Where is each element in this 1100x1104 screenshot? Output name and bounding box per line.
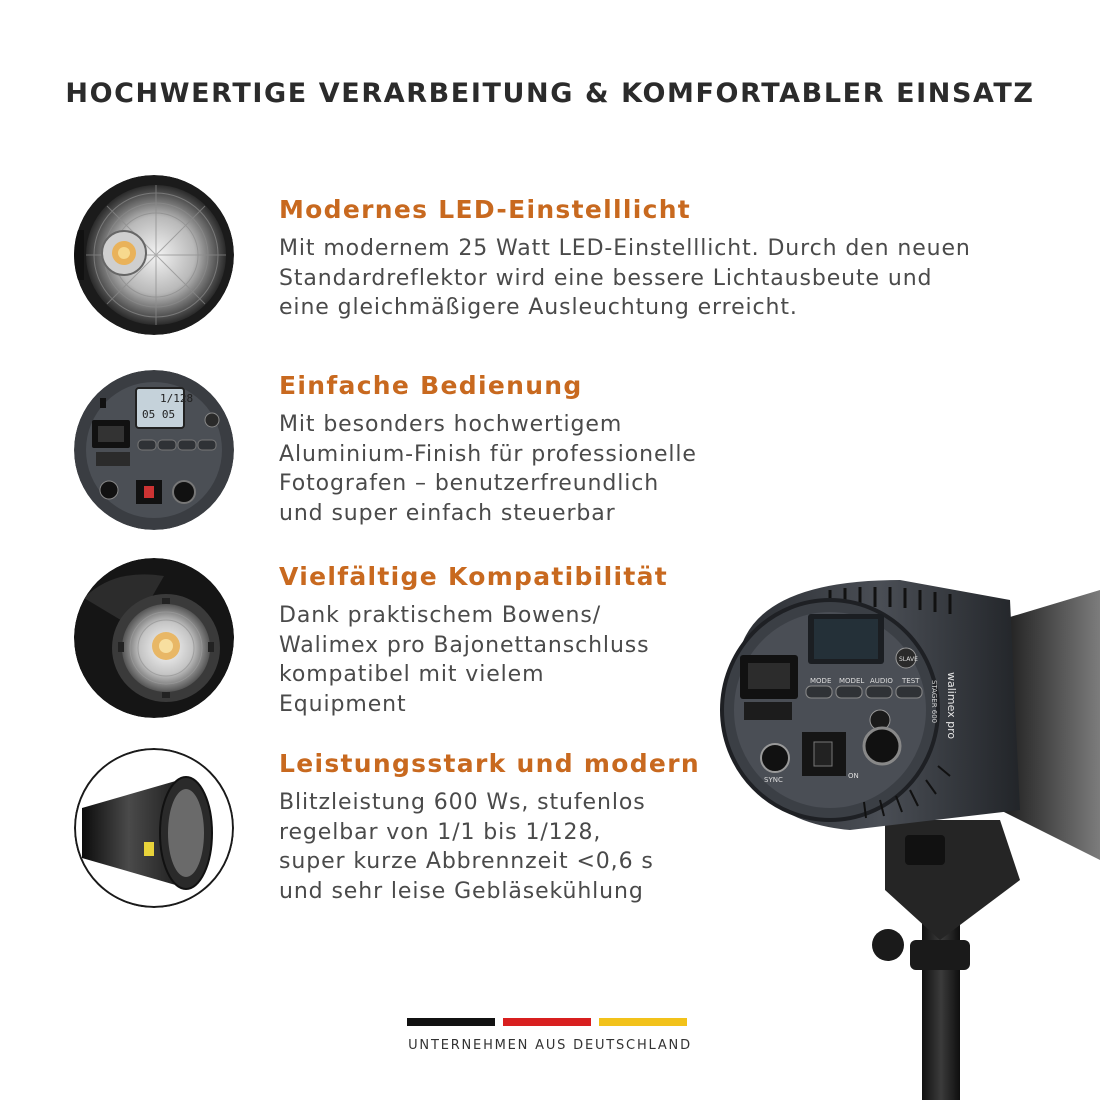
text-line: Dank praktischem Bowens/ bbox=[279, 603, 602, 628]
text-line: kompatibel mit vielem bbox=[279, 662, 545, 687]
feature-description bbox=[279, 234, 971, 323]
sync-label: SYNC bbox=[764, 776, 783, 784]
model-name-text: STAGER 600 bbox=[930, 680, 938, 724]
led-modeling-light-image bbox=[74, 175, 234, 335]
brand-logo-text: walimex pro bbox=[945, 672, 958, 740]
studio-flash-product-image bbox=[700, 560, 1100, 1100]
footer-text: UNTERNEHMEN AUS DEUTSCHLAND bbox=[408, 1038, 692, 1053]
text-line: Fotografen – benutzerfreundlich bbox=[279, 471, 660, 496]
feature-easy-operation bbox=[279, 371, 697, 528]
text-line: Aluminium-Finish für professionelle bbox=[279, 441, 697, 467]
feature-description bbox=[279, 601, 668, 719]
lcd-top-text: 1/128 bbox=[160, 392, 194, 405]
text-line: super kurze Abbrennzeit <0,6 s bbox=[279, 849, 654, 874]
lcd-mid-text: 05 05 bbox=[142, 408, 176, 421]
flag-stripe-red bbox=[503, 1018, 591, 1026]
flag-stripe-black bbox=[407, 1018, 495, 1026]
feature-title: Einfache Bedienung bbox=[279, 371, 583, 400]
slave-label: SLAVE bbox=[899, 656, 918, 663]
feature-title: Modernes LED-Einstelllicht bbox=[279, 195, 692, 224]
model-label: MODEL bbox=[839, 677, 865, 685]
feature-title: Vielfältige Kompatibilität bbox=[279, 562, 669, 591]
text-line: Blitzleistung 600 Ws, stufenlos bbox=[279, 790, 646, 815]
audio-label: AUDIO bbox=[870, 677, 893, 685]
text-line: Equipment bbox=[279, 691, 407, 717]
on-label: ON bbox=[848, 772, 859, 780]
text-line: Standardreflektor wird eine bessere Lichtausbeute und bbox=[279, 265, 933, 291]
feature-performance bbox=[279, 749, 700, 906]
flag-stripe-gold bbox=[599, 1018, 687, 1026]
text-line: und sehr leise Gebläsekühlung bbox=[279, 878, 644, 904]
bayonet-mount-image bbox=[74, 558, 234, 718]
feature-led-light bbox=[279, 195, 971, 323]
feature-description bbox=[279, 410, 697, 528]
text-line: regelbar von 1/1 bis 1/128, bbox=[279, 819, 602, 845]
reflector-image bbox=[74, 748, 234, 908]
feature-compatibility bbox=[279, 562, 668, 719]
control-panel-image bbox=[74, 370, 234, 530]
test-label: TEST bbox=[902, 677, 920, 685]
feature-title: Leistungsstark und modern bbox=[279, 749, 700, 778]
text-line: Walimex pro Bajonettanschluss bbox=[279, 632, 650, 658]
text-line: und super einfach steuerbar bbox=[279, 500, 616, 526]
page-title: HOCHWERTIGE VERARBEITUNG & KOMFORTABLER EINSATZ bbox=[65, 78, 1035, 109]
text-line: Mit besonders hochwertigem bbox=[279, 412, 623, 437]
feature-description bbox=[279, 788, 700, 906]
text-line: Mit modernem 25 Watt LED-Einstelllicht. Durch den neuen bbox=[279, 236, 971, 261]
text-line: eine gleichmäßigere Ausleuchtung erreicht. bbox=[279, 295, 798, 320]
mode-label: MODE bbox=[810, 677, 832, 685]
